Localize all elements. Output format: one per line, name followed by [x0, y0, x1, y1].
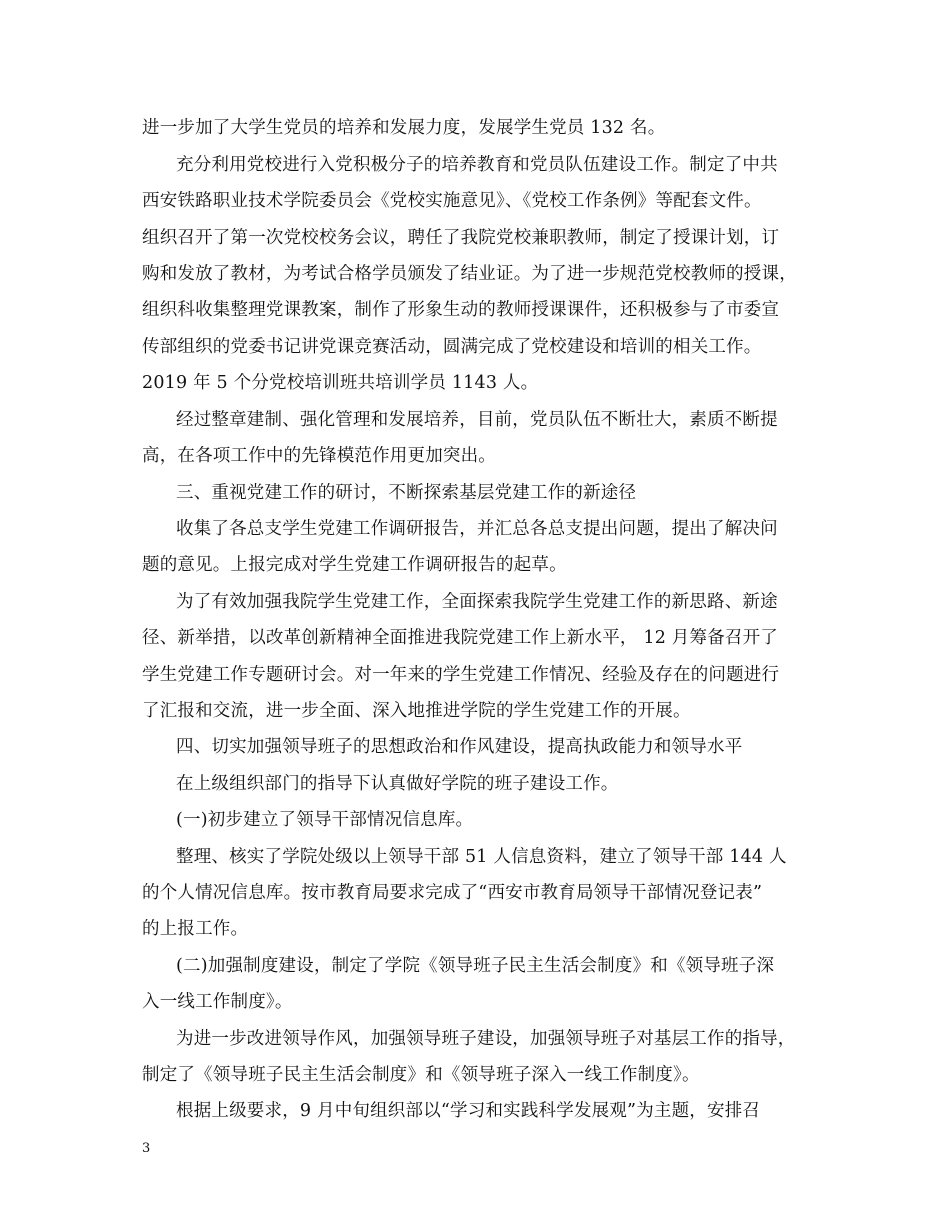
text-line: 组织科收集整理党课教案，制作了形象生动的教师授课课件，还积极参与了市委宣	[142, 300, 780, 320]
text-line: 在上级组织部门的指导下认真做好学院的班子建设工作。	[176, 774, 619, 794]
text-line: 根据上级要求，9 月中旬组织部以“学习和实践科学发展观”为主题，安排召	[176, 1101, 761, 1121]
text-line: 入一线工作制度》。	[142, 992, 293, 1012]
text-line: 西安铁路职业技术学院委员会《党校实施意见》、《党校工作条例》等配套文件。	[142, 191, 762, 211]
text-line: 经过整章建制、强化管理和发展培养，目前，党员队伍不断壮大，素质不断提	[176, 410, 778, 430]
text-line: 为进一步改进领导作风，加强领导班子建设，加强领导班子对基层工作的指导，	[176, 1029, 796, 1049]
subsection-heading: (一)初步建立了领导干部情况信息库。	[176, 810, 474, 830]
text-line: 2019 年 5 个分党校培训班共培训学员 1143 人。	[142, 373, 539, 393]
section-heading: 四、切实加强领导班子的思想政治和作风建设，提高执政能力和领导水平	[176, 737, 743, 757]
text-line: 收集了各总支学生党建工作调研报告，并汇总各总支提出问题，提出了解决问	[176, 519, 778, 539]
section-heading: 三、重视党建工作的研讨，不断探索基层党建工作的新途径	[176, 483, 637, 503]
page-number: 3	[142, 1141, 151, 1156]
text-line: 购和发放了教材，为考试合格学员颁发了结业证。为了进一步规范党校教师的授课，	[142, 264, 797, 284]
text-line: 传部组织的党委书记讲党课竞赛活动，圆满完成了党校建设和培训的相关工作。	[142, 337, 762, 357]
text-line: 制定了《领导班子民主生活会制度》和《领导班子深入一线工作制度》。	[142, 1065, 700, 1085]
text-line: 径、新举措，以改革创新精神全面推进我院党建工作上新水平， 12 月筹备召开了	[142, 628, 778, 648]
text-line: 充分利用党校进行入党积极分子的培养教育和党员队伍建设工作。制定了中共	[176, 155, 778, 175]
text-line: 高，在各项工作中的先锋模范作用更加突出。	[142, 446, 496, 466]
text-line: 题的意见。上报完成对学生党建工作调研报告的起草。	[142, 555, 567, 575]
text-line: 了汇报和交流，进一步全面、深入地推进学院的学生党建工作的开展。	[142, 701, 691, 721]
text-line: 为了有效加强我院学生党建工作，全面探索我院学生党建工作的新思路、新途	[176, 592, 778, 612]
text-line: 的个人情况信息库。按市教育局要求完成了“西安市教育局领导干部情况登记表”	[142, 883, 763, 903]
text-line: 组织召开了第一次党校校务会议，聘任了我院党校兼职教师，制定了授课计划，订	[142, 228, 780, 248]
text-line: 学生党建工作专题研讨会。对一年来的学生党建工作情况、经验及存在的问题进行	[142, 665, 780, 685]
text-line: 进一步加了大学生党员的培养和发展力度，发展学生党员 132 名。	[142, 118, 666, 138]
text-line: 的上报工作。	[142, 919, 249, 939]
subsection-heading: (二)加强制度建设，制定了学院《领导班子民主生活会制度》和《领导班子深	[176, 956, 775, 976]
text-line: 整理、核实了学院处级以上领导干部 51 人信息资料，建立了领导干部 144 人	[176, 847, 787, 867]
